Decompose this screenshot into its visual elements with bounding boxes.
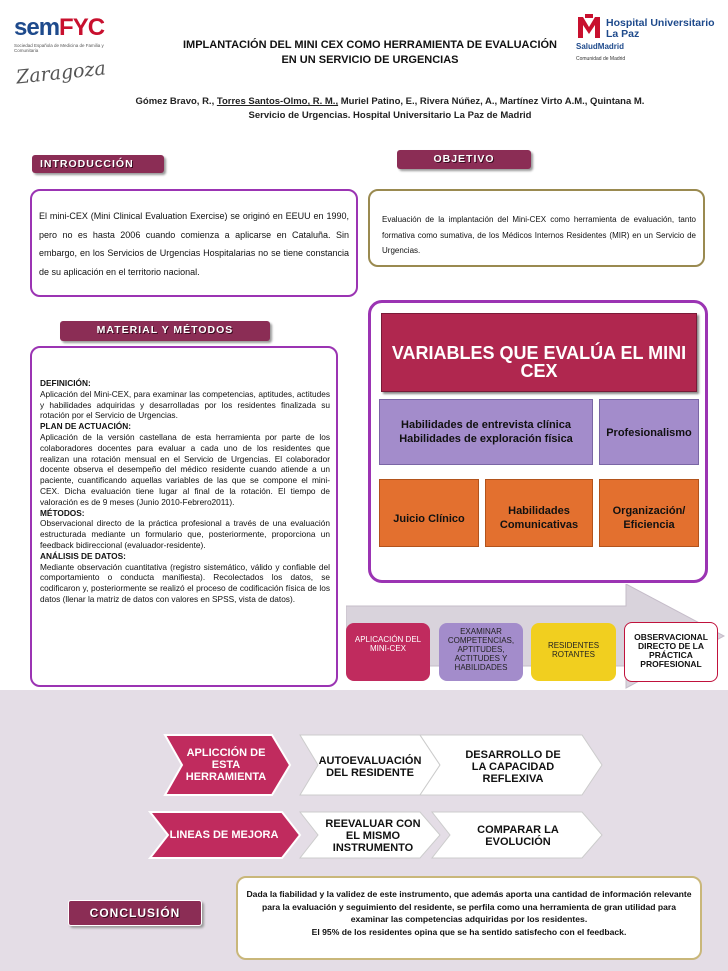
authors-underlined: Torres Santos-Olmo, R. M., [216,96,339,107]
step-residentes: RESIDENTES ROTANTES [531,623,616,681]
conclusion-satisfaction: El 95% de los residentes opina que se ha sentido satisfecho con el feedback. [311,926,627,937]
intro-label: INTRODUCCIÓN [32,155,164,173]
plan-heading: PLAN DE ACTUACIÓN: [40,421,131,432]
variable-comunicativas: Habilidades Comunicativas [485,479,593,547]
conclusion-box [236,876,702,960]
definition-text: Aplicación del Mini-CEX, para examinar las competencias, aptitudes, actitudes y habilidades adquiridas y desarrolladas por los residentes finalizada su rotación por el Servicio de Urgencias. [40,388,330,421]
methods-heading: MÉTODOS: [40,507,85,518]
title-line-2: EN UN SERVICIO DE URGENCIAS [281,54,459,66]
objective-box: Evaluación de la implantación del Mini-CEX como herramienta de evaluación, tanto formativa como sumativa, de los Médicos Internos Residentes (MIR) en un Servicio de Urgencias. [368,189,705,267]
poster-title [150,38,590,68]
conclusion-text: Dada la fiabilidad y la validez de este instrumento, que además aporta una cantidad de información relevante para la evaluación y seguimiento del residente, se perfila como una herramienta de gran utilidad para examinar las competencias adquiridas por los residentes. [246,889,692,924]
hospital-m-icon [576,14,602,40]
analysis-heading: ANÁLISIS DE DATOS: [40,550,126,561]
hospital-logo [576,14,724,64]
variable-profesionalismo: Profesionalismo [599,399,699,465]
methods-box [30,346,338,687]
chevron-lineas-mejora: LINEAS DE MEJORA [169,829,279,841]
definition-heading: DEFINICIÓN: [40,378,91,388]
semfyc-logo-a: sem [14,14,60,41]
semfyc-logo-b: FYC [59,14,105,41]
methods-label: MATERIAL Y MÉTODOS [60,321,270,341]
variable-organizacion: Organización/ Eficiencia [599,479,699,547]
authors-a: Gómez Bravo, R., [135,96,217,107]
variable-juicio-clinico: Juicio Clínico [379,479,479,547]
variable-entrevista: Habilidades de entrevista clínica [401,419,571,431]
methods-text: Observacional directo de la práctica profesional a través de una evaluación estructurada mediante un formulario que, posteriormente, proporciona un feedback bidireccional (evaluador-residente). [40,518,330,550]
chevron-aplicacion: APLICCIÓN DE ESTA HERRAMIENTA [185,747,267,783]
step-observacional: OBSERVACIONAL DIRECTO DE LA PRÁCTICA PROFESIONAL [624,622,718,682]
plan-text: Aplicación de la versión castellana de esta herramienta por parte de los colaboradores docentes para evaluar a cada uno de los residentes que realizan una rotación mensual en el Servicio de Urgencias. El colaborador docente observa el desempeño del médico residente cuando atiende a un paciente, cuantificando aquellas variables de las que se compone el mini-CEX. Dicha evaluación tiene lugar al final de la rotación. El tiempo de valoración es de 9 meses (Junio 2010-Febrero2011). [40,431,330,507]
comunidad-madrid: Comunidad de Madrid [576,56,626,62]
authors [60,96,720,107]
chevron-desarrollo: DESARROLLO DE LA CAPACIDAD REFLEXIVA [465,749,561,785]
variable-habilidades-clinicas [379,399,593,465]
objective-label: OBJETIVO [397,150,531,169]
chevron-comparar: COMPARAR LA EVOLUCIÓN [477,824,559,848]
variables-panel [368,300,708,583]
chevron-autoevaluacion: AUTOEVALUACIÓN DEL RESIDENTE [318,755,422,779]
semfyc-logo [14,14,106,53]
zaragoza-logo: Zaragoza [15,57,107,89]
hospital-name: Hospital Universitario La Paz [606,17,715,40]
variable-exploracion: Habilidades de exploración física [399,433,573,445]
step-examinar: EXAMINAR COMPETENCIAS, APTITUDES, ACTITUDES Y HABILIDADES [439,623,523,681]
service-affiliation: Servicio de Urgencias. Hospital Universitario La Paz de Madrid [248,110,532,121]
variables-title: VARIABLES QUE EVALÚA EL MINI CEX [381,313,697,392]
title-line-1: IMPLANTACIÓN DEL MINI CEX COMO HERRAMIENTA DE EVALUACIÓN [183,39,557,51]
chevron-reevaluar: REEVALUAR CON EL MISMO INSTRUMENTO [325,818,421,854]
analysis-text: Mediante observación cuantitativa (registro sistemático, válido y confiable del comportamiento o conducta manifiesta). Recolectados los datos, se codificaron y, posteriormente se realizó el proceso de codificación física de los datos (llenar la matriz de datos con valores en SPSS, vista de datos). [40,561,330,604]
step-aplicacion: APLICACIÓN DEL MINI-CEX [346,623,430,681]
salud-madrid: SaludMadrid [576,42,625,51]
authors-c: Muriel Patino, E., Rivera Núñez, A., Martínez Virto A.M., Quintana M. [338,96,645,107]
semfyc-subtitle: Sociedad Española de Medicina de Familia y Comunitaria [14,43,104,53]
intro-box: El mini-CEX (Mini Clinical Evaluation Exercise) se originó en EEUU en 1990, pero no es hasta 2006 cuando comienza a aplicarse en Cataluña. Sin embargo, en los Servicios de Urgencias Hospitalarias no se tiene constancia de su aplicación en el territorio nacional. [30,189,358,297]
conclusion-label: CONCLUSIÓN [68,900,202,926]
